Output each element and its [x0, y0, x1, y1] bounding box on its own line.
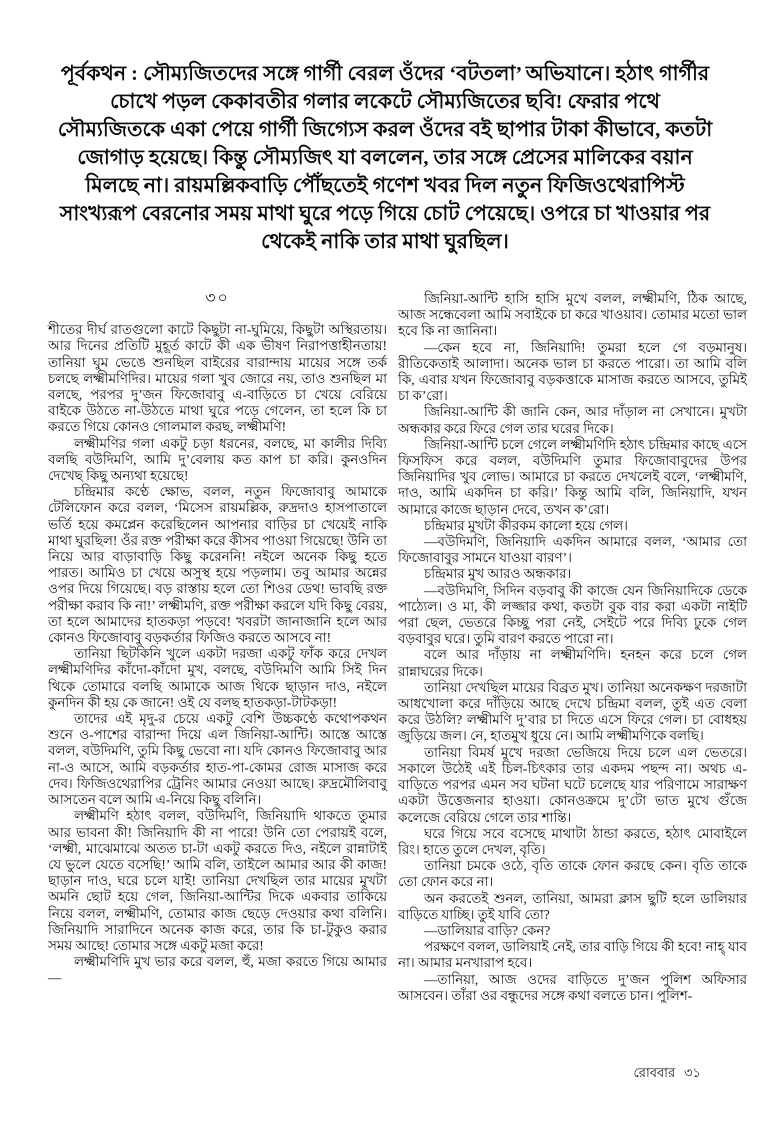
- paragraph: লক্ষ্মীমণি হঠাৎ বলল, বউদিমণি, জিনিয়াদি থাকতে তুমার আর ভাবনা কী! জিনিয়াদি কী না পারে! উনি তো পেরায়ই বলে, ‘লক্ষ্মী, মাঝেমাঝে অতত চা-টা একটু করতে দিও, নইলে রান্নাটাই যে ভুলে যেতে বসেছি!’ আমি বলি, তাইলে আমার আর কী কাজ! ছাড়ান দাও, ঘরে চলে যাই! তানিয়া দেখছিল তার মায়ের মুখটা অমনি ছোট হয়ে গেল, জিনিয়া-আন্টির দিকে একবার তাকিয়ে নিয়ে বলল, লক্ষ্মীমণি, তোমার কাজ ছেড়ে দেওয়ার কথা বলিনি। জিনিয়াদি সারাদিনে অনেক কাজ করে, তার কি চা-টুকুও করার সময় আছে! তোমার সঙ্গে একটু মজা করে!: [48, 808, 387, 953]
- paragraph: —কেন হবে না, জিনিয়াদি! তুমরা হলে গে বড়মানুষ। রীতিকেতাই আলাদা। অনেক ভাল চা করতে পারো। তা আমি বলি কি, এবার যখন ফিজোবাবু বড়কত্তাকে মাসাজ করতে আসবে, তুমিই চা ক’রো।: [398, 339, 747, 404]
- paragraph: তানিয়া ছিটকিনি খুলে একটা দরজা একটু ফাঁক করে দেখল লক্ষ্মীমণিদির কাঁদো-কাঁদো মুখ, বলছে, বউদিমণি আমি সিই দিন থিকে তোমারে বলছি আমাকে আজ থিকে ছাড়ান দাও, নইলে কুনদিন কী হয় কে জানে! ওই যে বলছ হাতকড়া-টাটকড়া!: [48, 646, 387, 710]
- paragraph: জিনিয়া-আন্টি চলে গেলে লক্ষ্মীমণিদি হঠাৎ চন্দ্রিমার কাছে এসে ফিসফিস করে বলল, বউদিমণি তুমার ফিজোবাবুদের উপর জিনিয়াদির খুব লোভ। আমারে চা করতে দেখলেই বলে, ‘লক্ষ্মীমণি, দাও, আমি একদিন চা করি।’ কিন্তু আমি বলি, জিনিয়াদি, যখন আমারে কাজে ছাড়ান দেবে, তখন ক’রো।: [398, 436, 747, 517]
- paragraph: তানিয়া চমকে ওঠে, বৃতি তাকে ফোন করছে কেন। বৃতি তাকে তো ফোন করে না।: [398, 858, 747, 890]
- paragraph: —ডালিয়ার বাড়ি? কেন?: [424, 922, 551, 938]
- chapter-number: ৩০: [205, 290, 230, 307]
- preface-paragraph: পূর্বকথন : সৌম্যজিতদের সঙ্গে গার্গী বেরল ওঁদের ‘বটতলা’ অভিযানে। হঠাৎ গার্গীর চোখে পড়ল কেকাবতীর গলার লকেটে সৌম্যজিতের ছবি! ফেরার পথে সৌম্যজিতকে একা পেয়ে গার্গী জিগ্যেস করল ওঁদের বই ছাপার টাকা কীভাবে, কতটা জোগাড় হয়েছে। কিন্তু সৌম্যজিৎ যা বললেন, তার সঙ্গে প্রেসের মালিকের বয়ান মিলছে না। রায়মল্লিকবাড়ি পৌঁছতেই গণেশ খবর দিল নতুন ফিজিওথেরাপিস্ট সাংখ্যরূপ বেরনোর সময় মাথা ঘুরে পড়ে গিয়ে চোট পেয়েছে। ওপরে চা খাওয়ার পর থেকেই নাকি তার মাথা ঘুরছিল।: [57, 63, 713, 253]
- paragraph: চন্দ্রিমার মুখটা কীরকম কালো হয়ে গেল।: [424, 517, 628, 533]
- right-column: [398, 291, 747, 1004]
- page-footer: [398, 1064, 701, 1085]
- left-column: [48, 291, 387, 987]
- paragraph: বলে আর দাঁড়ায় না লক্ষ্মীমণিদি। হনহন করে চলে গেল রান্নাঘরের দিকে।: [398, 647, 747, 679]
- paragraph: তানিয়া বিমর্ষ মুখে দরজা ভেজিয়ে দিয়ে চলে এল ভেতরে। সকালে উঠেই এই চিল-চিৎকার তার একদম পছন্দ না। অথচ এ-বাড়িতে পরপর এমন সব ঘটনা ঘটে চলেছে যার পরিণামে সারাক্ষণ একটা উত্তেজনার হাওয়া। কোনওক্রমে দু’টো ভাত মুখে গুঁজে কলেজে বেরিয়ে গেলে তার শান্তি।: [398, 744, 747, 825]
- left-column-paragraphs: [48, 322, 387, 986]
- footer-page-number: ৩১: [684, 1065, 701, 1080]
- paragraph: লক্ষ্মীমণির গলা একটু চড়া ধরনের, বলছে, মা কালীর দিব্যি বলছি বউদিমণি, আমি দু’বেলায় কত কাপ চা করি। কুনওদিন দেখেছ কিছু অন্যথা হয়েছে!: [48, 435, 387, 484]
- footer-day-label: রোববার: [633, 1065, 676, 1080]
- paragraph: —বউদিমণি, সিদিন বড়বাবু কী কাজে যেন জিনিয়াদিকে ডেকে পাঠ্যেল। ও মা, কী লজ্জার কথা, কতটা বুক বার করা একটা নাইটি পরা ছেল, ভেতরে কিচ্ছু পরা নেই, সেইটে পরে দিব্যি ঢুকে গেল বড়বাবুর ঘরে। তুমি বারণ করতে পারো না।: [398, 582, 747, 647]
- paragraph: লক্ষ্মীমণিদি মুখ ভার করে বলল, হুঁ, মজা করতে গিয়ে আমার—: [48, 954, 387, 986]
- right-column-paragraphs: [398, 291, 747, 1004]
- paragraph: শীতের দীর্ঘ রাতগুলো কাটে কিছুটা না-ঘুমিয়ে, কিছুটা অস্থিরতায়। আর দিনের প্রতিটি মুহূর্ত কাটে কী এক ভীষণ নিরাপত্তাহীনতায়! তানিয়া ঘুম ভেঙে শুনছিল বাইরের বারান্দায় মায়ের সঙ্গে তর্ক চলছে লক্ষ্মীমণিদির। মায়ের গলা খুব জোরে নয়, তাও শুনছিল মা বলছে, পরপর দু’জন ফিজোবাবু এ-বাড়িতে চা খেয়ে বেরিয়ে বাইকে উঠতে না-উঠতে মাথা ঘুরে পড়ে গেলেন, তা হলে কি চা করতে গিয়ে কোনও গোলমাল করছ, লক্ষ্মীমণি!: [48, 322, 387, 435]
- paragraph: চন্দ্রিমার মুখ আরও অন্ধকার।: [424, 566, 572, 582]
- paragraph: জিনিয়া-আন্টি হাসি হাসি মুখে বলল, লক্ষ্মীমণি, ঠিক আছে, আজ সন্ধেবেলা আমি সবাইকে চা করে খাওয়াব। তোমার মতো ভাল হবে কি না জানিনা।: [398, 291, 747, 339]
- paragraph: ঘরে গিয়ে সবে বসেছে মাথাটা ঠান্ডা করতে, হঠাৎ মোবাইলে রিং। হাতে তুলে দেখল, বৃতি।: [398, 825, 747, 857]
- paragraph: —বউদিমণি, জিনিয়াদি একদিন আমারে বলল, ‘আমার তো ফিজোবাবুর সামনে যাওয়া বারণ’।: [398, 534, 747, 566]
- paragraph: পরক্ষণে বলল, ডালিয়াই নেই, তার বাড়ি গিয়ে কী হবে! নাহ্‌ যাব না। আমার মনখারাপ হবে।: [398, 939, 747, 971]
- paragraph: তানিয়া দেখছিল মায়ের বিব্রত মুখ। তানিয়া অনেকক্ষণ দরজাটা আধখোলা করে দাঁড়িয়ে আছে দেখে চন্দ্রিমা বলল, তুই এত বেলা করে উঠলি? লক্ষ্মীমণি দু’বার চা দিতে এসে ফিরে গেল। চা বোধহয় জুড়িয়ে জল। নে, হাতমুখ ধুয়ে নে। আমি লক্ষ্মীমণিকে বলছি।: [398, 679, 747, 744]
- paragraph: তাদের এই মৃদু-র চেয়ে একটু বেশি উচ্চকণ্ঠে কথোপকথন শুনে ও-পাশের বারান্দা দিয়ে এল জিনিয়া-আন্টি। আস্তে আস্তে বলল, বউদিমণি, তুমি কিছু ভেবো না। যদি কোনও ফিজোবাবু আর না-ও আসে, আমি বড়কর্তার হাত-পা-কোমর রোজ মাসাজ করে দেব। ফিজিওথেরাপির ট্রেনিং আমার নেওয়া আছে। রুদ্রমৌলিবাবু আসতেন বলে আমি এ-নিয়ে কিছু বলিনি।: [48, 711, 387, 808]
- paragraph: জিনিয়া-আন্টি কী জানি কেন, আর দাঁড়াল না সেখানে। মুখটা অন্ধকার করে ফিরে গেল তার ঘরের দিকে।: [398, 404, 747, 436]
- paragraph: অন করতেই শুনল, তানিয়া, আমরা ক্লাস ছুটি হলে ডালিয়ার বাড়িতে যাচ্ছি। তুই যাবি তো?: [398, 890, 747, 922]
- paragraph: চন্দ্রিমার কণ্ঠে ক্ষোভ, বলল, নতুন ফিজোবাবু আমাকে টেলিফোন করে বলল, ‘মিসেস রায়মল্লিক, রুদ্রদাও হাসপাতালে ভর্তি হয়ে কমপ্লেন করেছিলেন আপনার বাড়ির চা খেয়েই নাকি মাথা ঘুরছিল! ওঁর রক্ত পরীক্ষা করে কীসব পাওয়া গিয়েছে! উনি তা নিয়ে আর বাড়াবাড়ি কিছু করেননি! নইলে অনেক কিছু হতে পারত। আমিও চা খেয়ে অসুস্থ হয়ে পড়লাম। তবু আমার অন্নের ওপর দিয়ে গিয়েছে। বড় রাস্তায় হলে তো শিওর ডেথ! ভাবছি রক্ত পরীক্ষা করাব কি না!’ লক্ষ্মীমণি, রক্ত পরীক্ষা করলে যদি কিছু বেরয়, তা হলে আমাদের হাতকড়া পড়বে! খবরটা জানাজানি হলে আর কোনও ফিজোবাবু বড়কর্তার ফিজিও করতে আসবে না!: [48, 484, 387, 646]
- paragraph: —তানিয়া, আজ ওদের বাড়িতে দু’জন পুলিশ অফিসার আসবেন। তাঁরা ওর বন্ধুদের সঙ্গে কথা বলতে চান। পুলিশ-: [398, 971, 747, 1003]
